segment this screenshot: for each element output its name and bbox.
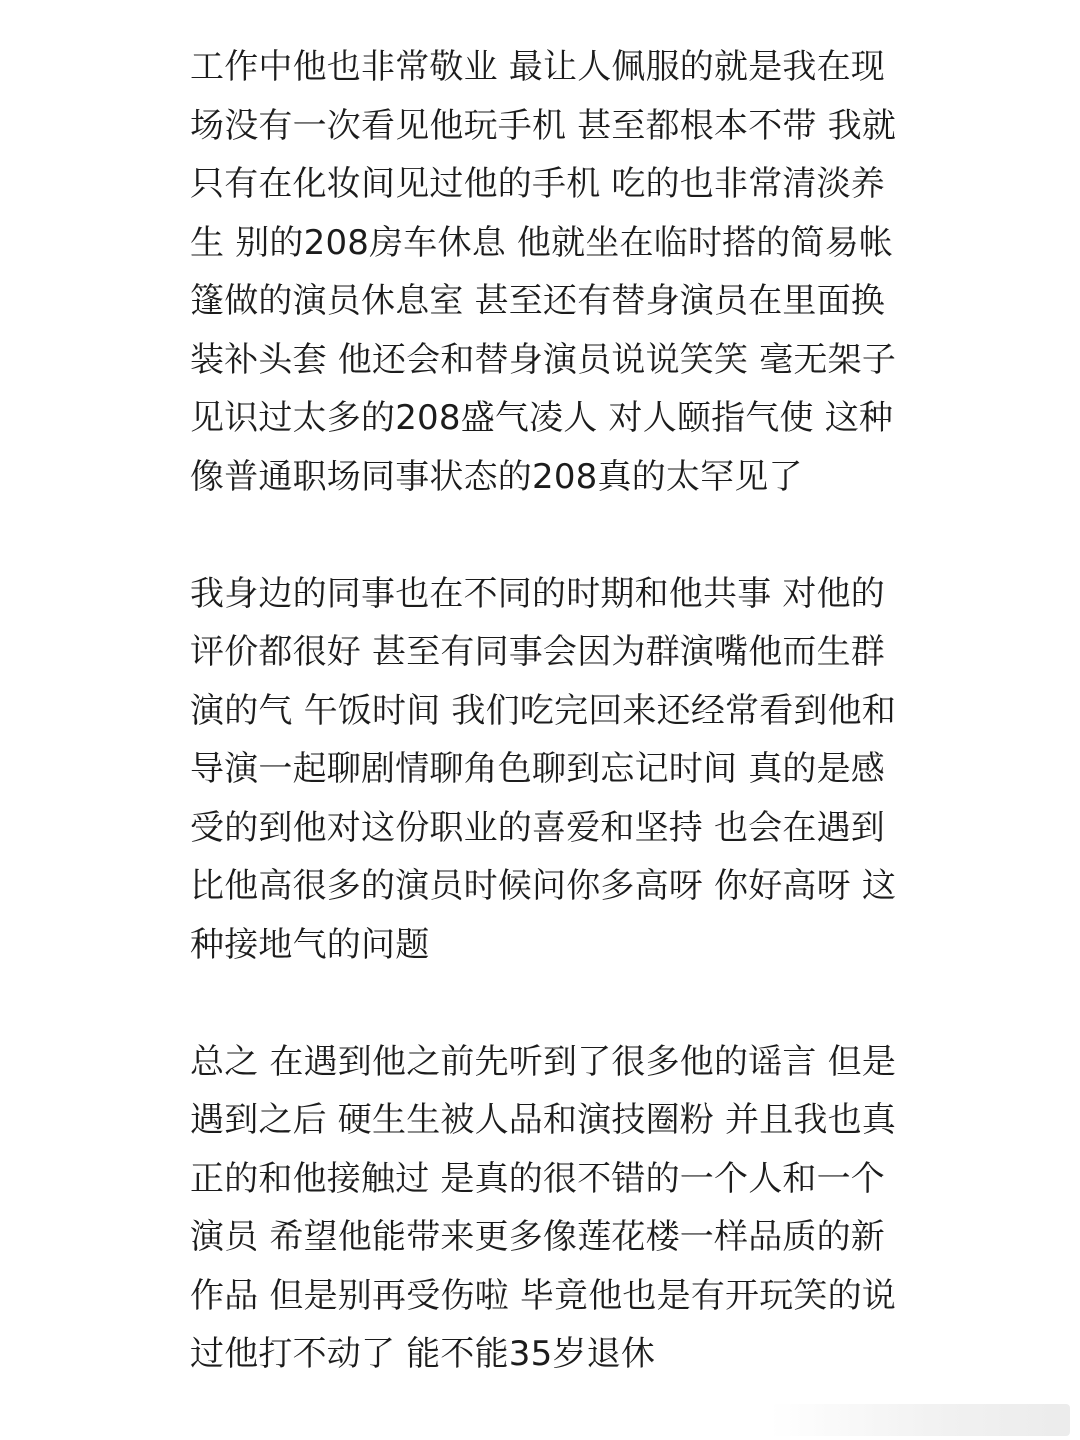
text-line: 篷做的演员休息室 甚至还有替身演员在里面换 xyxy=(190,281,886,321)
text-line: 装补头套 他还会和替身演员说说笑笑 毫无架子 xyxy=(190,339,897,380)
text-line: 比他高很多的演员时候问你多高呀 你好高呀 这 xyxy=(190,866,897,906)
text-line: 工作中他也非常敬业 最让人佩服的就是我在现 xyxy=(190,47,886,87)
text-line: 演的气 午饭时间 我们吃完回来还经常看到他和 xyxy=(190,690,897,731)
text-line: 种接地气的问题 xyxy=(190,924,430,965)
text-line: 遇到之后 硬生生被人品和演技圈粉 并且我也真 xyxy=(190,1100,897,1140)
text-line: 过他打不动了 能不能35岁退休 xyxy=(190,1334,656,1374)
paragraph-1 xyxy=(190,38,910,506)
text-line: 评价都很好 甚至有同事会因为群演嘴他而生群 xyxy=(190,632,886,672)
paragraph-spacer xyxy=(190,974,910,1033)
text-line: 场没有一次看见他玩手机 甚至都根本不带 我就 xyxy=(190,105,897,146)
text-line: 总之 在遇到他之前先听到了很多他的谣言 但是 xyxy=(190,1041,897,1082)
paragraph-spacer xyxy=(190,506,910,565)
paragraph-2 xyxy=(190,565,910,975)
text-line: 见识过太多的208盛气凌人 对人颐指气使 这种 xyxy=(190,398,894,438)
text-line: 演员 希望他能带来更多像莲花楼一样品质的新 xyxy=(190,1217,886,1257)
blurred-watermark xyxy=(770,1404,1070,1436)
text-line: 受的到他对这份职业的喜爱和坚持 也会在遇到 xyxy=(190,807,886,848)
text-line: 像普通职场同事状态的208真的太罕见了 xyxy=(190,456,803,497)
paragraph-3 xyxy=(190,1033,910,1384)
text-line: 正的和他接触过 是真的很不错的一个人和一个 xyxy=(190,1158,886,1199)
article-body xyxy=(190,38,910,1384)
text-line: 作品 但是别再受伤啦 毕竟他也是有开玩笑的说 xyxy=(190,1275,897,1316)
text-line: 导演一起聊剧情聊角色聊到忘记时间 真的是感 xyxy=(190,749,886,789)
text-line: 只有在化妆间见过他的手机 吃的也非常清淡养 xyxy=(190,164,886,204)
text-line: 我身边的同事也在不同的时期和他共事 对他的 xyxy=(190,573,886,614)
text-line: 生 别的208房车休息 他就坐在临时搭的简易帐 xyxy=(190,222,894,263)
